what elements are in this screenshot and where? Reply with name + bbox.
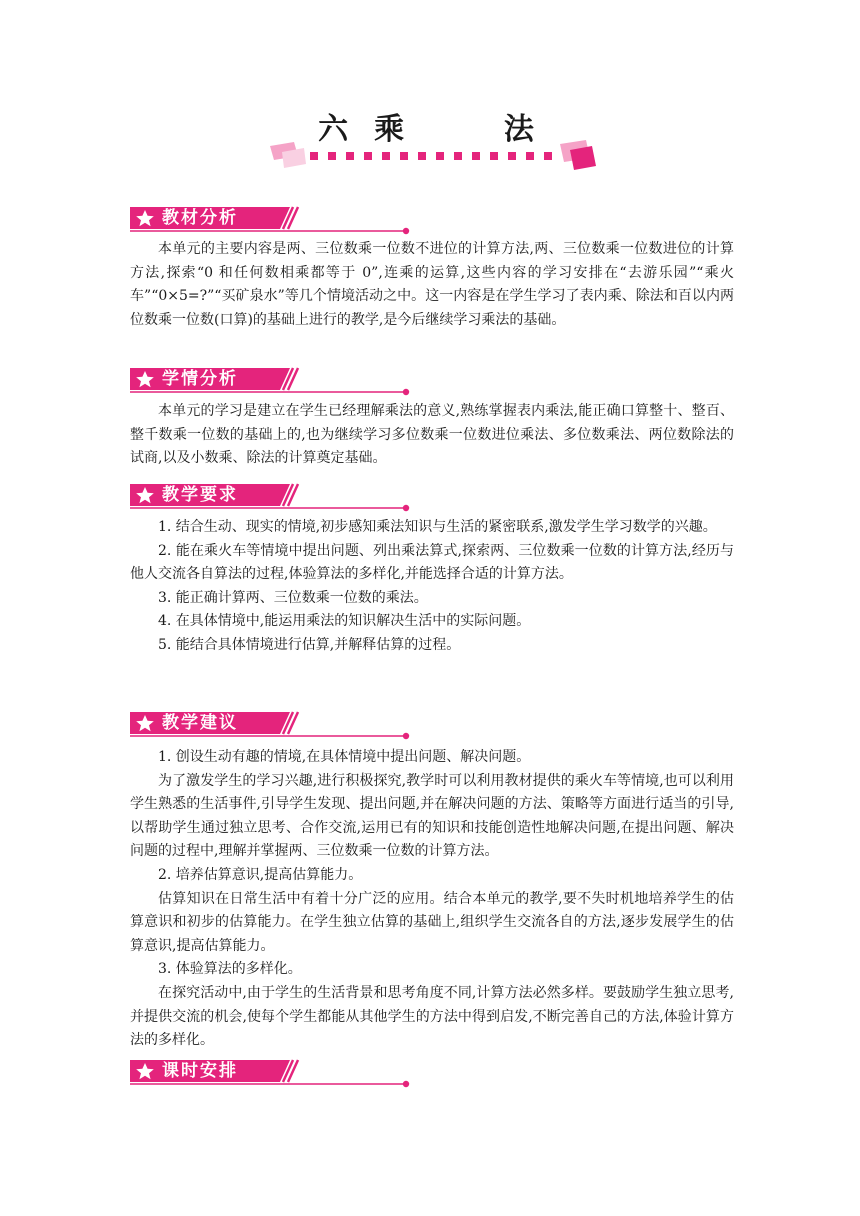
suggestion-item: 3. 体验算法的多样化。 bbox=[158, 961, 302, 978]
section-heading-label: 教学建议 bbox=[162, 713, 238, 733]
suggestion-paragraph: 在探究活动中,由于学生的生活背景和思考角度不同,计算方法必然多样。要鼓励学生独立思考,并提供交流的机会,使每个学生都能从其他学生的方法中得到启发,不断完善自己的方法,体验计算方法的多样化。 bbox=[130, 984, 734, 1049]
section-body-suggestions bbox=[130, 746, 734, 1053]
section-body-requirements bbox=[130, 516, 734, 658]
page-title-part-1: 六乘 bbox=[318, 112, 431, 147]
section-heading-teaching-requirements bbox=[130, 482, 420, 516]
requirement-item: 1. 结合生动、现实的情境,初步感知乘法知识与生活的紧密联系,激发学生学习数学的兴趣。 bbox=[158, 519, 717, 535]
section-heading-learning-analysis bbox=[130, 366, 420, 400]
suggestion-item: 1. 创设生动有趣的情境,在具体情境中提出问题、解决问题。 bbox=[158, 749, 531, 765]
requirement-item: 2. 能在乘火车等情境中提出问题、列出乘法算式,探索两、三位数乘一位数的计算方法,经历与他人交流各自算法的过程,体验算法的多样化,并能选择合适的计算方法。 bbox=[130, 542, 734, 583]
requirement-item: 5. 能结合具体情境进行估算,并解释估算的过程。 bbox=[158, 636, 461, 653]
section-heading-textbook-analysis bbox=[130, 205, 420, 239]
section-heading-class-schedule bbox=[130, 1058, 420, 1092]
requirement-item: 4. 在具体情境中,能运用乘法的知识解决生活中的实际问题。 bbox=[158, 613, 531, 630]
section-paragraph: 本单元的学习是建立在学生已经理解乘法的意义,熟练掌握表内乘法,能正确口算整十、整百、整千数乘一位数的基础上的,也为继续学习多位数乘一位数进位乘法、多位数乘法、两位数除法的试商,以及小数乘、除法的计算奠定基础。 bbox=[130, 403, 734, 467]
suggestion-item: 2. 培养估算意识,提高估算能力。 bbox=[158, 866, 363, 883]
suggestion-paragraph: 估算知识在日常生活中有着十分广泛的应用。结合本单元的教学,要不失时机地培养学生的估算意识和初步的估算能力。在学生独立估算的基础上,组织学生交流各自的方法,逐步发展学生的估算意识,提高估算能力。 bbox=[130, 890, 734, 954]
section-heading-label: 教学要求 bbox=[162, 485, 238, 505]
section-heading-label: 学情分析 bbox=[162, 369, 238, 389]
page-title-part-2: 法 bbox=[503, 112, 542, 147]
section-heading-teaching-suggestions bbox=[130, 710, 420, 744]
requirement-item: 3. 能正确计算两、三位数乘一位数的乘法。 bbox=[158, 589, 428, 606]
title-decoration bbox=[270, 138, 600, 172]
suggestion-paragraph: 为了激发学生的学习兴趣,进行积极探究,教学时可以利用教材提供的乘火车等情境,也可以利用学生熟悉的生活事件,引导学生发现、提出问题,并在解决问题的方法、策略等方面进行适当的引导,以帮助学生通过独立思考、合作交流,运用已有的知识和技能创造性地解决问题,在提出问题、解决问题的过程中,理解并掌握两、三位数乘一位数的计算方法。 bbox=[130, 772, 734, 860]
section-paragraph: 本单元的主要内容是两、三位数乘一位数不进位的计算方法,两、三位数乘一位数进位的计算方法,探索“0 和任何数相乘都等于 0”,连乘的运算,这些内容的学习安排在“去游乐园”“乘火车”“0×5=?”“买矿泉水”等几个情境活动之中。这一内容是在学生学习了表内乘、除法和百以内两位数乘一位数(口算)的基础上进行的教学,是今后继续学习乘法的基础。 bbox=[130, 241, 734, 328]
section-heading-label: 教材分析 bbox=[162, 208, 238, 228]
section-heading-label: 课时安排 bbox=[162, 1061, 238, 1081]
